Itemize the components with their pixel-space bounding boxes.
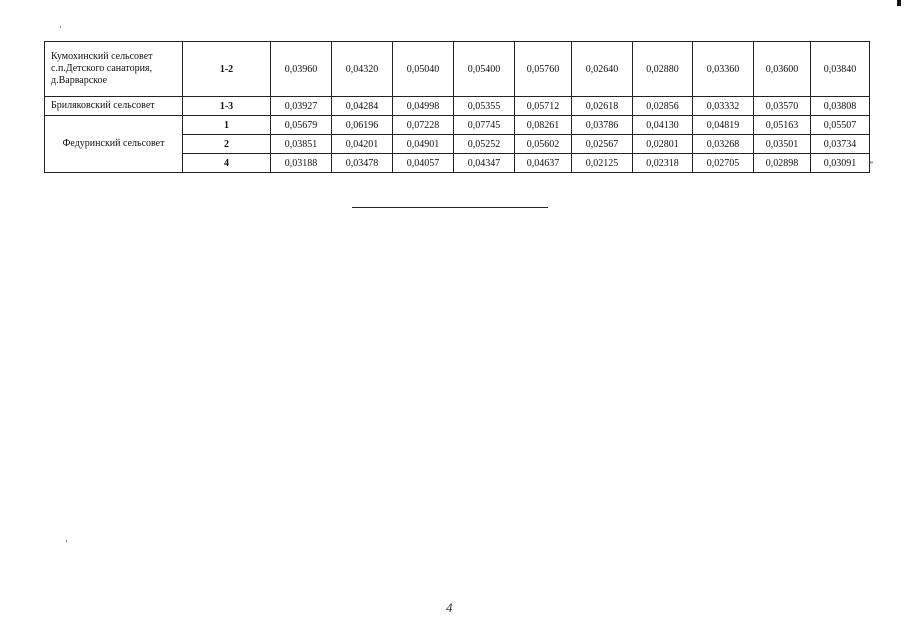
value-cell: 0,05760 <box>515 42 572 97</box>
value-cell: 0,02856 <box>633 97 693 116</box>
value-cell: 0,03734 <box>811 135 870 154</box>
value-cell: 0,02898 <box>754 154 811 173</box>
value-cell: 0,03600 <box>754 42 811 97</box>
value-cell: 0,03501 <box>754 135 811 154</box>
value-cell: 0,04347 <box>454 154 515 173</box>
value-cell: 0,04130 <box>633 116 693 135</box>
table-row-fedurinsky-1 <box>45 116 870 135</box>
value-cell: 0,03570 <box>754 97 811 116</box>
zone-code-cell: 1-2 <box>183 42 271 97</box>
value-cell: 0,02640 <box>572 42 633 97</box>
value-cell: 0,03332 <box>693 97 754 116</box>
scan-corner-mark <box>897 0 901 6</box>
value-cell: 0,03960 <box>271 42 332 97</box>
value-cell: 0,03927 <box>271 97 332 116</box>
value-cell: 0,03268 <box>693 135 754 154</box>
value-cell: 0,04057 <box>393 154 454 173</box>
value-cell: 0,05602 <box>515 135 572 154</box>
value-cell: 0,02705 <box>693 154 754 173</box>
zone-code-cell: 1-3 <box>183 97 271 116</box>
table-row-kumokhinsky <box>45 42 870 97</box>
value-cell: 0,04819 <box>693 116 754 135</box>
zone-code-cell: 1 <box>183 116 271 135</box>
value-cell: 0,05163 <box>754 116 811 135</box>
value-cell: 0,02125 <box>572 154 633 173</box>
row-name-line: Кумохинский сельсовет <box>51 51 153 62</box>
value-cell: 0,03478 <box>332 154 393 173</box>
table-row-brilyakovsky <box>45 97 870 116</box>
value-cell: 0,03851 <box>271 135 332 154</box>
closing-quote-mark: ” <box>869 160 873 170</box>
value-cell: 0,04201 <box>332 135 393 154</box>
value-cell: 0,05355 <box>454 97 515 116</box>
value-cell: 0,05712 <box>515 97 572 116</box>
value-cell: 0,05507 <box>811 116 870 135</box>
zone-code-cell: 4 <box>183 154 271 173</box>
row-name-cell: Федуринский сельсовет <box>45 116 183 173</box>
page-number: 4 <box>446 600 453 615</box>
value-cell: 0,03188 <box>271 154 332 173</box>
value-cell: 0,04284 <box>332 97 393 116</box>
value-cell: 0,04320 <box>332 42 393 97</box>
value-cell: 0,08261 <box>515 116 572 135</box>
value-cell: 0,02618 <box>572 97 633 116</box>
value-cell: 0,04998 <box>393 97 454 116</box>
value-cell: 0,03808 <box>811 97 870 116</box>
section-divider-line <box>352 207 548 208</box>
value-cell: 0,04901 <box>393 135 454 154</box>
value-cell: 0,05252 <box>454 135 515 154</box>
value-cell: 0,02567 <box>572 135 633 154</box>
value-cell: 0,04637 <box>515 154 572 173</box>
scan-speck <box>66 540 67 542</box>
value-cell: 0,03360 <box>693 42 754 97</box>
zone-code-cell: 2 <box>183 135 271 154</box>
value-cell: 0,05679 <box>271 116 332 135</box>
row-name-cell <box>45 42 183 97</box>
scan-speck <box>60 26 61 28</box>
row-name-line: д.Варварское <box>51 75 108 86</box>
row-name-cell: Бриляковский сельсовет <box>45 97 183 116</box>
row-name-line: с.п.Детского санатория, <box>51 63 153 74</box>
value-cell: 0,05040 <box>393 42 454 97</box>
rates-table <box>44 41 870 173</box>
value-cell: 0,07228 <box>393 116 454 135</box>
value-cell: 0,05400 <box>454 42 515 97</box>
value-cell: 0,06196 <box>332 116 393 135</box>
value-cell: 0,02880 <box>633 42 693 97</box>
value-cell: 0,02801 <box>633 135 693 154</box>
value-cell: 0,03786 <box>572 116 633 135</box>
value-cell: 0,03091 <box>811 154 870 173</box>
value-cell: 0,07745 <box>454 116 515 135</box>
value-cell: 0,02318 <box>633 154 693 173</box>
value-cell: 0,03840 <box>811 42 870 97</box>
